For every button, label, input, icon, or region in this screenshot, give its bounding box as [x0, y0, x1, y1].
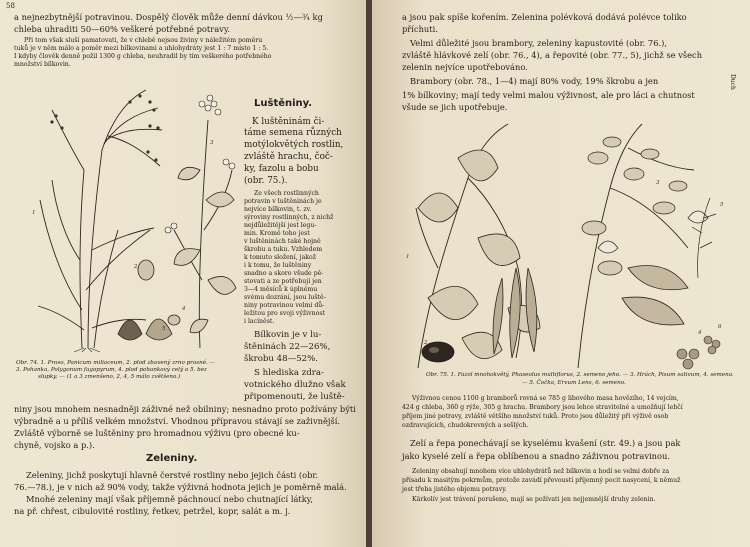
text-line: připomenouti, že luště-	[244, 392, 345, 402]
text-line: výbradně a u příliš velkém množství. Vhodnou přípravou stávají se zaživnější.	[14, 416, 341, 426]
small-text-line: přísadu k masitým pokrmům, protože zavádí převoustí příjemný pocit nasycení, k němuž	[402, 477, 681, 484]
small-text-line: příjem jiné potravy, zvláště většího množství tuků. Proto jsou důležitý při výživě osob	[402, 413, 669, 420]
right-page	[372, 0, 750, 547]
margin-mark: Duch	[729, 74, 736, 90]
text-line: a nejnezbytnější potravinou. Dospělý člověk může denní dávkou ½—¾ kg	[14, 12, 323, 22]
text-line: všude se jich upotřebuje.	[402, 102, 508, 112]
small-text-line: Výživnou cenou 1100 g bramborů rovná se 785 g libového masa hovězího, 14 vejcím,	[412, 395, 679, 402]
text-line: příchuti.	[402, 24, 438, 34]
figure-75-caption: — 5. Čočka, Ervum Lens, 6. semeno.	[522, 380, 626, 386]
text-line: Zvláště výborně se luštěniny pro hromadnou výživu (pro obecné ku-	[14, 428, 300, 438]
text-line: niny jsou mnohem nesnadněji záživné než obilniny; nesnadno proto požívány býti	[14, 404, 356, 414]
text-line: 1% bílkoviny; mají tedy velmi malou výživnost, ale pro láci a chutnost	[402, 90, 695, 100]
small-text-line: I kdyby člověk denně požil 1300 g chleba, neuhradil by tím veškerého potřebného	[14, 53, 272, 60]
small-text-line: 3—4 měsíců k úplnému	[244, 286, 318, 293]
text-line: Brambory (obr. 78., 1—4) mají 80% vody, 19% škrobu a jen	[410, 76, 659, 86]
figure-74-caption: slupky. — (1 a 3 zmenšeno, 2, 4, 5 málo zvětšeno.)	[38, 374, 181, 380]
small-text-line: Ze všech rostlinných	[254, 190, 319, 197]
small-text-line: svému dozrání, jsou luště-	[244, 294, 326, 301]
small-text-line: škrobu a tuku. Vzhledem	[244, 246, 323, 253]
figure-75-illustration: 1 2 3 4 5 6	[398, 118, 728, 370]
text-line: chleba uhraditi 50—60% veškeré potřebné potravy.	[14, 24, 231, 34]
text-line: na př. chřest, cibulovité rostliny, řetkev, petržel, kopr, salát a m. j.	[14, 506, 291, 516]
small-text-line: tuků je v něm málo a poměr mezi bílkovinami a uhlohydráty jest 1 : 7 místo 1 : 5.	[14, 45, 269, 52]
small-text-line: min. Kromě toho jest	[244, 230, 310, 237]
small-text-line: snadno a skoro všude pě-	[244, 270, 324, 277]
figure-74-caption: Obr. 74. 1. Proso, Panicum miliaceum, 2. plod zbavený zrno prosné. —	[16, 360, 216, 366]
small-text-line: Kärkolív jest trávení porušeno, mají se požívati jen nejjemnější druhy zelenin.	[412, 496, 656, 503]
text-line: S hlediska zdra-	[254, 368, 324, 378]
small-text-line: potravin v luštěninách je	[244, 198, 322, 205]
text-line: Bílkovin je v lu-	[254, 330, 322, 340]
figure-74-caption: 3. Pohanka, Polygonum fagopyrum, 4. plod pohankový celý a 5. bez	[16, 367, 207, 373]
small-text-line: stovati a ze potřebují jen	[244, 278, 322, 285]
small-text-line: ozdravujících, chudokrevných a sešlých.	[402, 422, 529, 429]
small-text-line: 424 g chleba, 360 g rýže, 305 g hrachu. Brambory jsou lehce stravitelné a umožňují lehčí	[402, 404, 683, 411]
text-line: chyně, vojsko a p.).	[14, 440, 95, 450]
small-text-line: nejdůležitější jest legu-	[244, 222, 317, 229]
text-line: štěninách 22—26%,	[244, 342, 331, 352]
figure-75-caption: Obr. 75. 1. Fazol mnohokvětý, Phaseolus multiflorus, 2. semeno jeho. — 3. Hrách, Pisum sativum, 4. semena.	[426, 372, 734, 378]
text-line: Zeleniny, jichž poskytují hlavně čerstvé rostliny nebo jejich části (obr.	[26, 470, 319, 480]
small-text-line: Zeleniny obsahují mnohem více uhlohydrátů než bílkovin a hodí se velmi dobře za	[412, 468, 670, 475]
section-heading-legumes: Luštěniny.	[254, 98, 313, 109]
text-line: škrobu 48—52%.	[244, 354, 319, 364]
figure-74-illustration: 1 2 3 4 5	[22, 80, 238, 352]
text-line: K luštěninám či-	[252, 117, 325, 127]
text-line: jako kyselé zelí a řepa oblíbenou a snadno záživnou potravinou.	[402, 451, 670, 461]
small-text-line: k tomuto složení, jakož	[244, 254, 316, 261]
text-line: votnického dlužno však	[244, 380, 346, 390]
text-line: motýlokvětých rostlin,	[244, 140, 344, 150]
text-line: Zelí a řepa ponechávají se kyselému kvašení (str. 49.) a jsou pak	[410, 438, 681, 448]
small-text-line: jest třeba jistého objemu potravy.	[402, 486, 507, 493]
text-line: zelenin nejvíce upotřebováno.	[402, 62, 528, 72]
small-text-line: nejvíce bílkovin, t. zv.	[244, 206, 312, 213]
text-line: táme semena různých	[244, 128, 342, 138]
left-page	[0, 0, 366, 547]
text-line: 76.—78.), je v nich až 90% vody, takže výživná hodnota jejich je poměrně malá.	[14, 482, 347, 492]
page-number: 58	[6, 2, 15, 10]
text-line: ky, fazolu a bobu	[244, 164, 319, 174]
small-text-line: i laciněst.	[244, 318, 275, 325]
small-text-line: v luštěninách také hojně	[244, 238, 321, 245]
text-line: (obr. 75.).	[244, 176, 288, 186]
small-text-line: ležitou pro svoji výživnost	[244, 310, 326, 317]
text-line: Mnohé zeleniny mají však příjemně páchnoucí nebo chutnající látky,	[26, 494, 314, 504]
small-text-line: sýroviny rostlinných, z nichž	[244, 214, 334, 221]
text-line: a jsou pak spíše kořením. Zelenina polévková dodává polévce toliko	[402, 12, 687, 22]
text-line: zvláště hrachu, čoč-	[244, 152, 333, 162]
section-heading-vegetables: Zeleniny.	[146, 453, 198, 464]
text-line: Velmi důležité jsou brambory, zeleniny kapustovité (obr. 76.),	[410, 38, 667, 48]
small-text-line: i k tomu, že luštěniny	[244, 262, 312, 269]
small-text-line: niny potravinou velmi dů-	[244, 302, 325, 309]
small-text-line: množství bílkovin.	[14, 61, 71, 68]
text-line: zvláště hlávkové zelí (obr. 76., 4), a řepovité (obr. 77., 5), jichž se všech	[402, 50, 703, 60]
small-text-line: Při tom však sluší pamatovati, že v chlebě nejsou živiny v náležitém poměru	[24, 37, 263, 44]
